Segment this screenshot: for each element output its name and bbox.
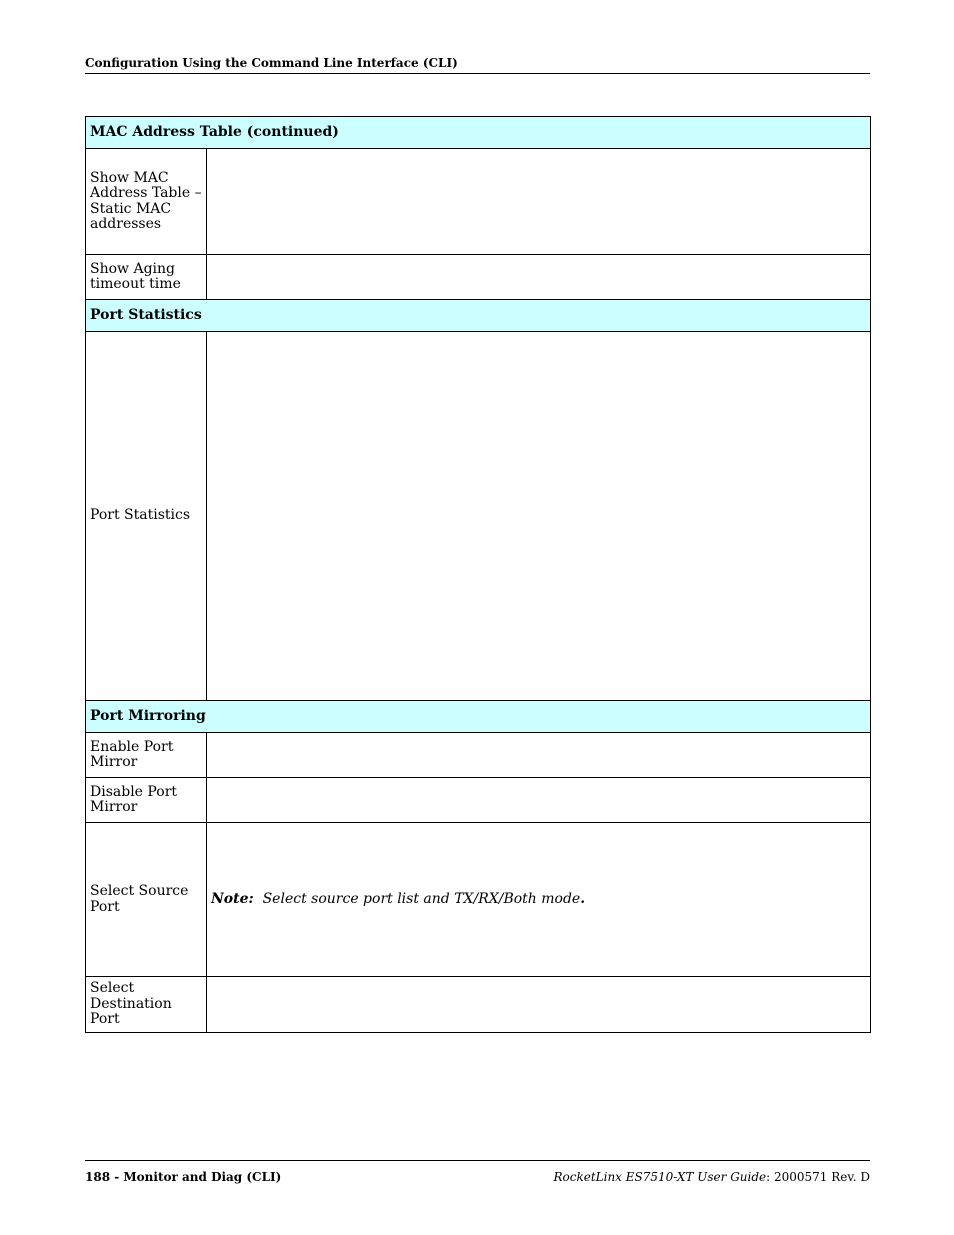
row-content-show-mac-static — [207, 149, 871, 255]
row-label-port-statistics: Port Statistics — [86, 332, 207, 701]
row-content-show-aging — [207, 255, 871, 300]
row-label-enable-port-mirror: Enable Port Mirror — [86, 733, 207, 778]
row-content-select-source-port — [207, 823, 871, 977]
section-header-port-statistics: Port Statistics — [86, 300, 871, 332]
page-header-title: Configuration Using the Command Line Interface (CLI) — [85, 56, 458, 70]
cli-command-table — [85, 116, 871, 1033]
row-content-port-statistics — [207, 332, 871, 701]
footer-product: RocketLinx ES7510-XT User Guide — [553, 1170, 767, 1184]
note-label: Note: — [211, 890, 254, 907]
footer-divider — [85, 1160, 870, 1161]
row-label-show-aging: Show Aging timeout time — [86, 255, 207, 300]
footer-doc-number: : 2000571 Rev. D — [766, 1170, 870, 1184]
note-text: Select source port list and TX/RX/Both mode — [262, 890, 581, 907]
row-label-select-destination-port: Select Destination Port — [86, 977, 207, 1033]
note-end: . — [580, 890, 586, 907]
row-label-show-mac-static: Show MAC Address Table – Static MAC addresses — [86, 149, 207, 255]
section-header-port-mirroring: Port Mirroring — [86, 701, 871, 733]
header-divider — [85, 73, 870, 74]
row-content-select-destination-port — [207, 977, 871, 1033]
row-content-enable-port-mirror — [207, 733, 871, 778]
footer-page-label: 188 - Monitor and Diag (CLI) — [85, 1170, 282, 1184]
row-content-disable-port-mirror — [207, 778, 871, 823]
row-label-select-source-port: Select Source Port — [86, 823, 207, 977]
section-header-mac-address-table: MAC Address Table (continued) — [86, 117, 871, 149]
row-label-disable-port-mirror: Disable Port Mirror — [86, 778, 207, 823]
source-port-note — [211, 891, 585, 907]
footer-doc-info — [553, 1170, 870, 1184]
